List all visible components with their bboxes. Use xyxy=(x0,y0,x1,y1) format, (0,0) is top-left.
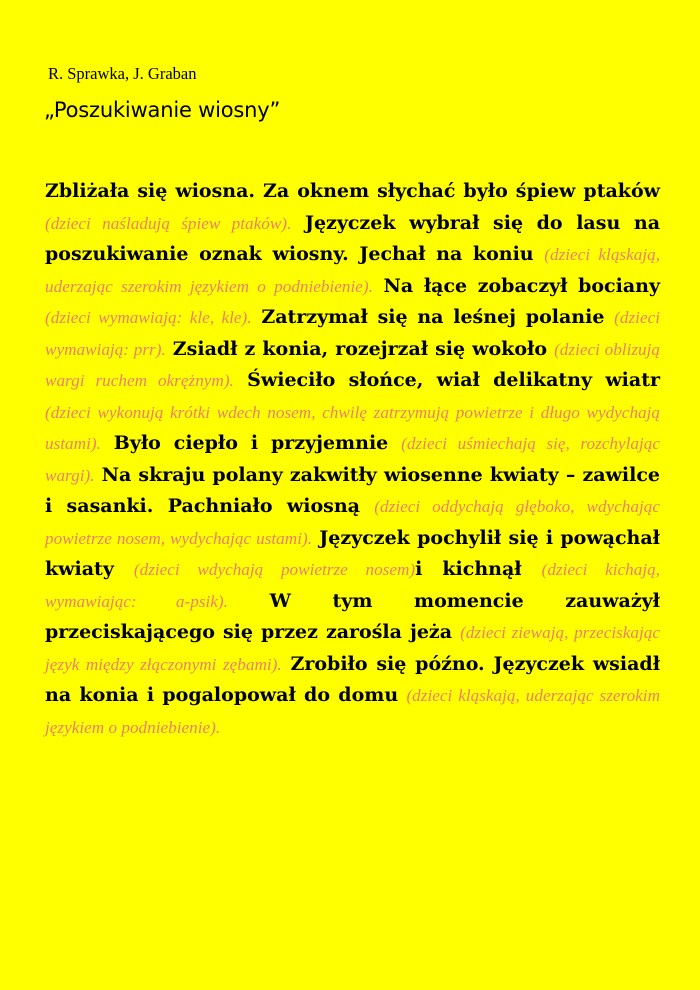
story-segment: W tym momencie zauważył przeciskającego się przez zarośla jeża xyxy=(45,589,660,643)
story-segment: Języczek pochylił się i powąchał kwiaty xyxy=(45,526,660,580)
story-segment: Zsiadł z konia, rozejrzał się wokoło xyxy=(165,337,555,360)
story-segment: Na łące zobaczył bociany xyxy=(372,274,660,297)
instruction-note: (dzieci kląskają, uderzając szerokim językiem o podniebienie). xyxy=(45,245,660,296)
instruction-note: (dzieci oblizują wargi ruchem okrężnym). xyxy=(45,339,660,390)
story-segment: Zbliżała się wiosna. Za oknem słychać było śpiew ptaków xyxy=(45,180,660,202)
instruction-note: (dzieci wymawiają: prr). xyxy=(45,308,660,359)
story-segment: Świeciło słońce, wiał delikatny wiatr xyxy=(233,369,660,391)
instruction-note: (dzieci wymawiają: kle, kle). xyxy=(45,308,252,327)
story-segment: Zrobiło się późno. Języczek wsiadł na konia i pogalopował do domu xyxy=(45,652,661,706)
instruction-note: (dzieci wykonują krótki wdech nosem, chwilę zatrzymują powietrze i długo wydychają ustami). xyxy=(45,402,660,453)
authors: R. Sprawka, J. Graban xyxy=(48,64,197,83)
instruction-note: (dzieci naśladują śpiew ptaków). xyxy=(45,213,292,233)
story-segment: Było ciepło i przyjemnie xyxy=(100,432,402,454)
instruction-note: (dzieci oddychają głęboko, wdychając powietrze nosem, wydychając ustami). xyxy=(45,497,660,548)
instruction-note: (dzieci uśmiechają się, rozchylając wargi). xyxy=(45,434,660,485)
story-segment: Na skraju polany zakwitły wiosenne kwiaty – zawilce i sasanki. Pachniało wiosną xyxy=(45,463,660,517)
story-text xyxy=(45,176,660,743)
story-title: „Poszukiwanie wiosny” xyxy=(44,98,281,122)
story-segment: Języczek wybrał się do lasu na poszukiwanie oznak wiosny. Jechał na koniu xyxy=(45,211,661,265)
story-segment: Zatrzymał się na leśnej polanie xyxy=(251,306,615,328)
story-segment: i kichnął xyxy=(415,558,542,580)
instruction-note: (dzieci wdychają powietrze nosem) xyxy=(133,560,416,579)
instruction-note: (dzieci kichają, wymawiając: a-psik). xyxy=(45,560,661,611)
instruction-note: (dzieci ziewają, przeciskając język między złączonymi zębami). xyxy=(45,623,661,674)
instruction-note: (dzieci kląskają, uderzając szerokim językiem o podniebienie). xyxy=(45,686,660,737)
